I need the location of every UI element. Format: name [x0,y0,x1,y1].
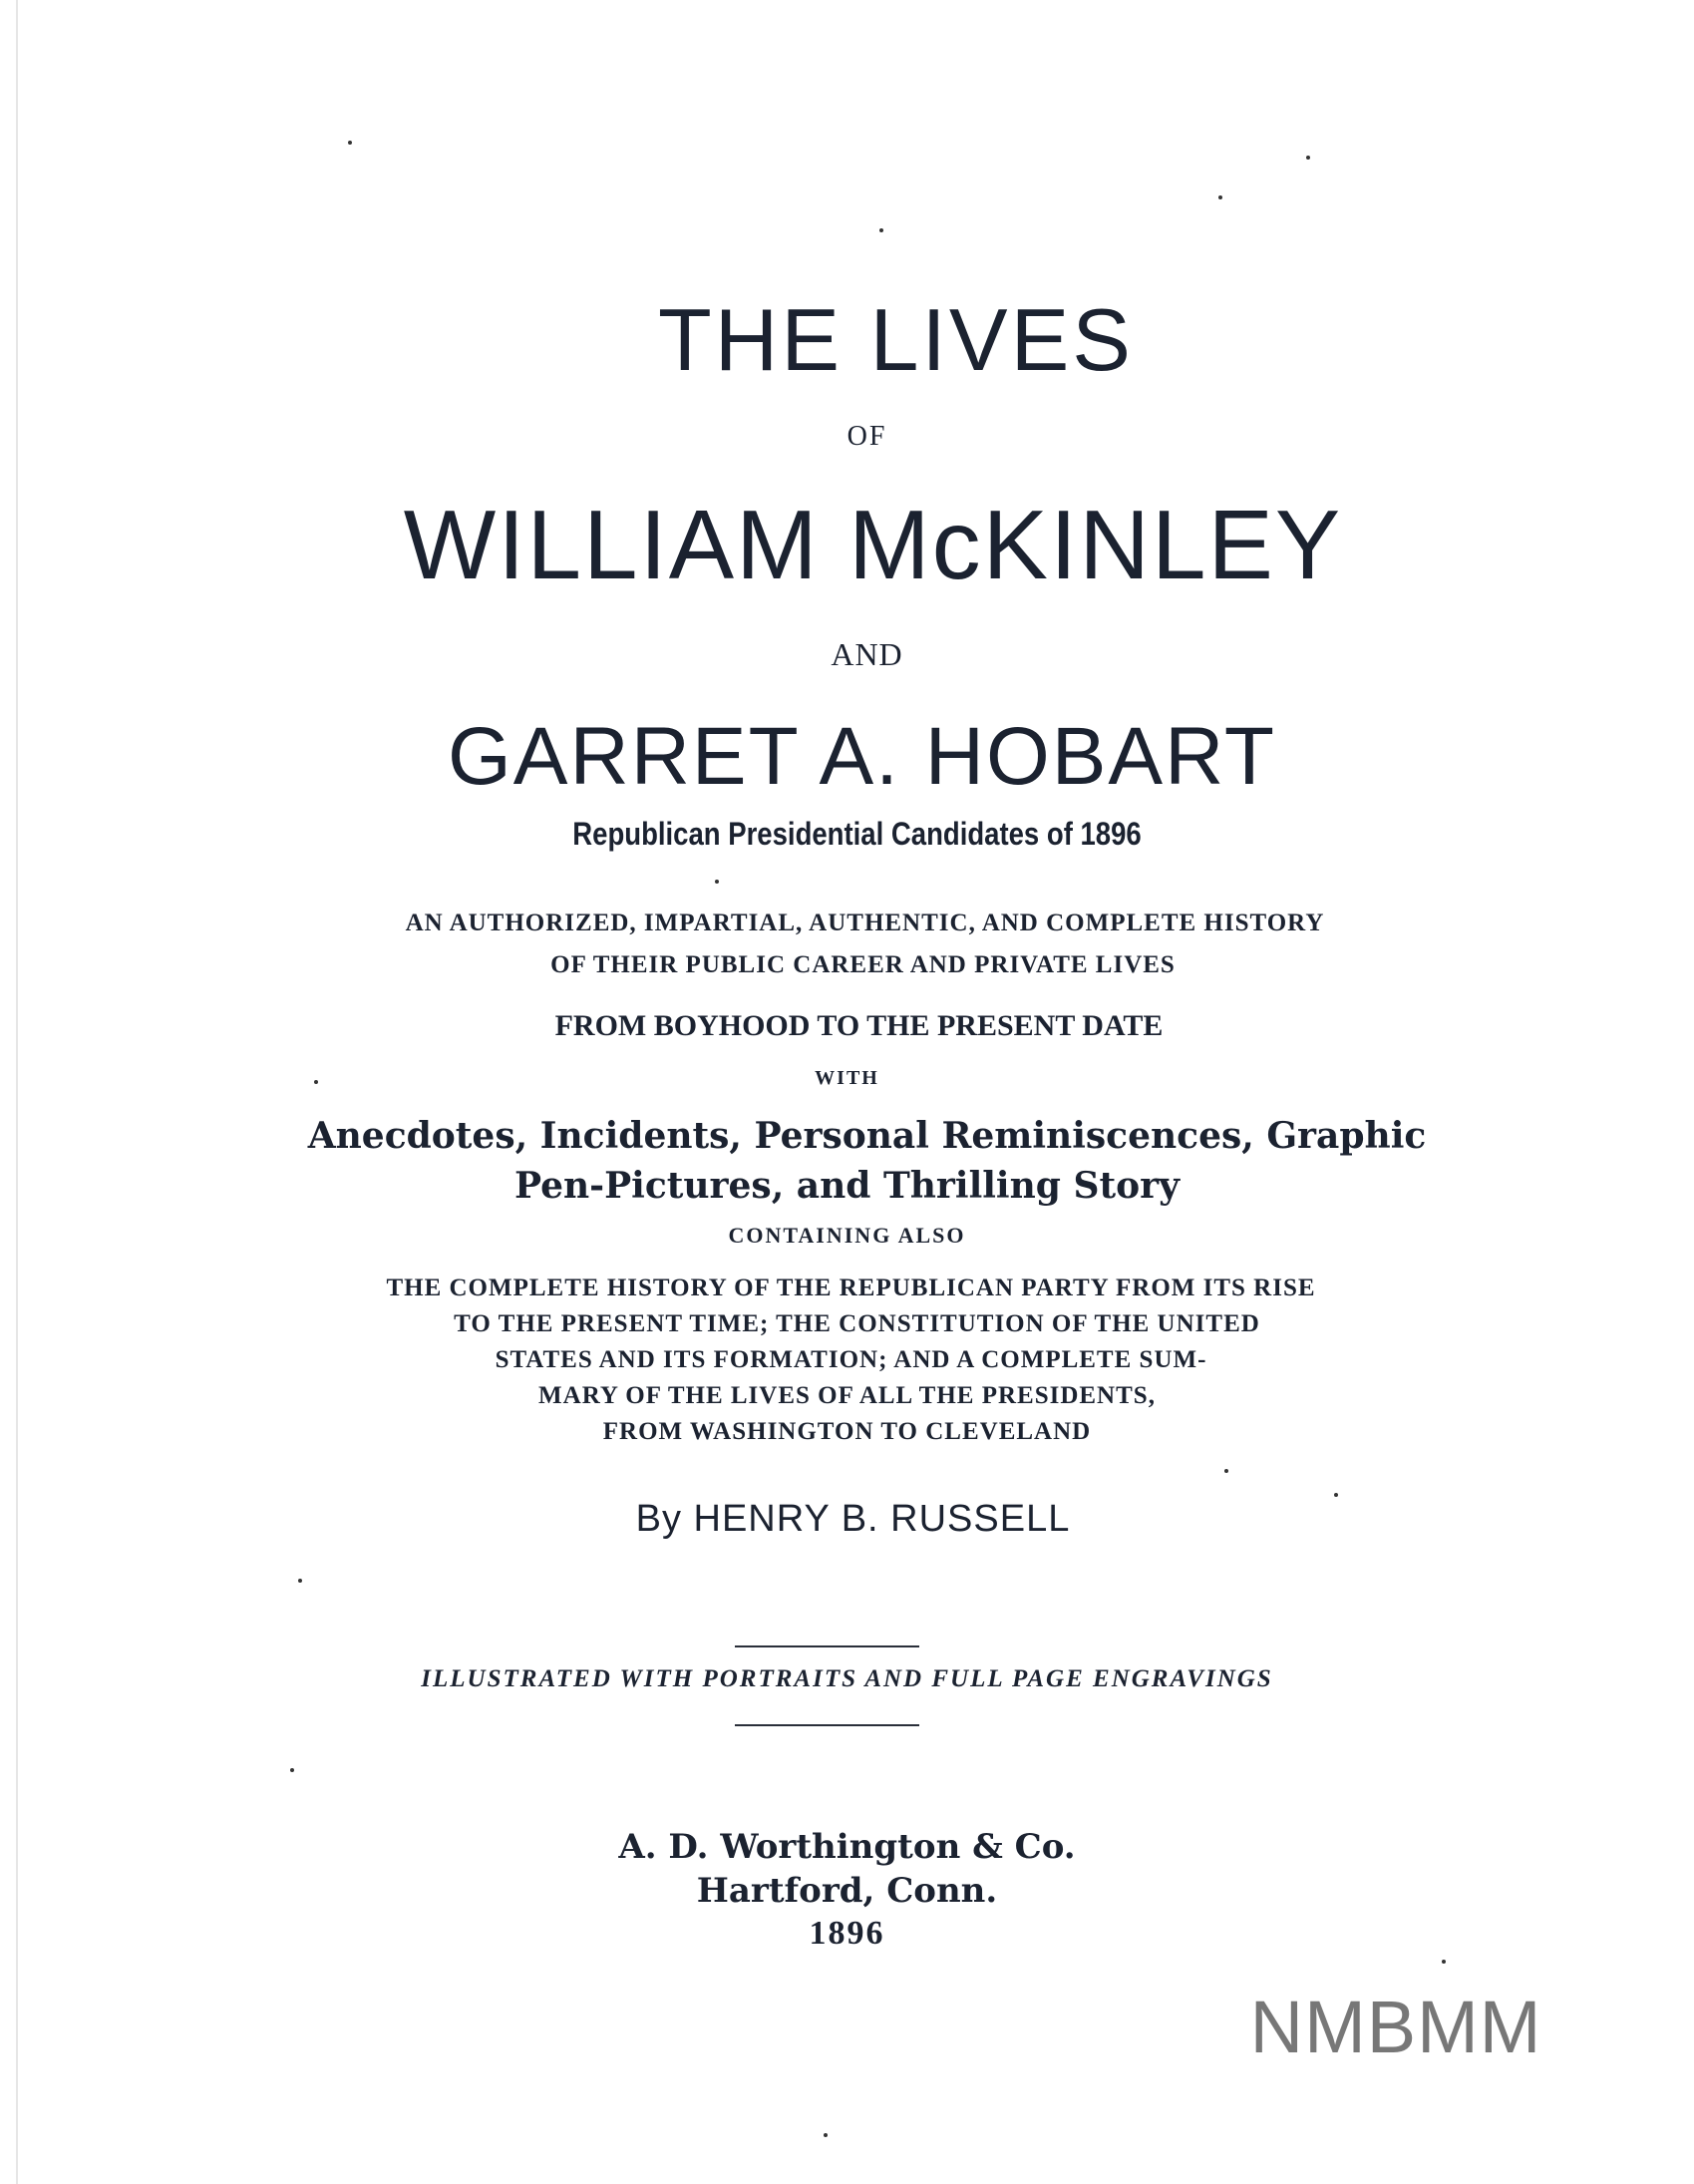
illustrated-line: ILLUSTRATED WITH PORTRAITS AND FULL PAGE ENGRAVINGS [421,1665,1273,1692]
rule-top [735,1645,919,1647]
scan-speck [1218,195,1222,199]
blackletter-line-2: Pen-Pictures, and Thrilling Story [513,1165,1181,1207]
contents-line-5: FROM WASHINGTON TO CLEVELAND [602,1418,1092,1445]
publisher-location: Hartford, Conn. [696,1871,998,1911]
subtitle-with: WITH [815,1067,879,1089]
subtitle-boyhood: FROM BOYHOOD TO THE PRESENT DATE [554,1009,1164,1042]
scan-speck [824,2133,828,2137]
contents-line-2: TO THE PRESENT TIME; THE CONSTITUTION OF THE UNITED [454,1310,1260,1337]
blackletter-line-1: Anecdotes, Incidents, Personal Reminiscences, Graphic [307,1115,1427,1157]
scan-speck [348,141,352,145]
scan-speck [1334,1493,1338,1497]
contents-line-3: STATES AND ITS FORMATION; AND A COMPLETE SUM- [495,1346,1207,1373]
scan-speck [314,1080,318,1084]
scan-speck [298,1579,302,1583]
subtitle-candidates: Republican Presidential Candidates of 1896 [572,816,1142,852]
rule-bottom [735,1724,919,1726]
description-line-2: OF THEIR PUBLIC CAREER AND PRIVATE LIVES [550,951,1176,978]
title-the-lives: THE LIVES [658,290,1134,389]
publisher-name: A. D. Worthington & Co. [618,1827,1076,1867]
subtitle-containing: CONTAINING ALSO [728,1223,966,1248]
scan-speck [1442,1960,1446,1964]
scan-speck [879,228,883,232]
title-mckinley: WILLIAM McKINLEY [403,490,1343,599]
title-of: OF [847,421,887,452]
scan-speck [1306,156,1310,160]
description-line-1: AN AUTHORIZED, IMPARTIAL, AUTHENTIC, AND COMPLETE HISTORY [405,910,1325,936]
author-line: By HENRY B. RUSSELL [635,1498,1071,1540]
title-and: AND [831,636,903,672]
contents-line-1: THE COMPLETE HISTORY OF THE REPUBLICAN PARTY FROM ITS RISE [386,1274,1316,1301]
publication-year: 1896 [809,1915,885,1952]
title-hobart: GARRET A. HOBART [448,711,1276,802]
scan-speck [715,880,719,884]
watermark: NMBMM [1249,1986,1542,2068]
contents-line-4: MARY OF THE LIVES OF ALL THE PRESIDENTS, [538,1382,1156,1409]
scan-speck [1224,1469,1228,1473]
scan-speck [290,1768,294,1772]
